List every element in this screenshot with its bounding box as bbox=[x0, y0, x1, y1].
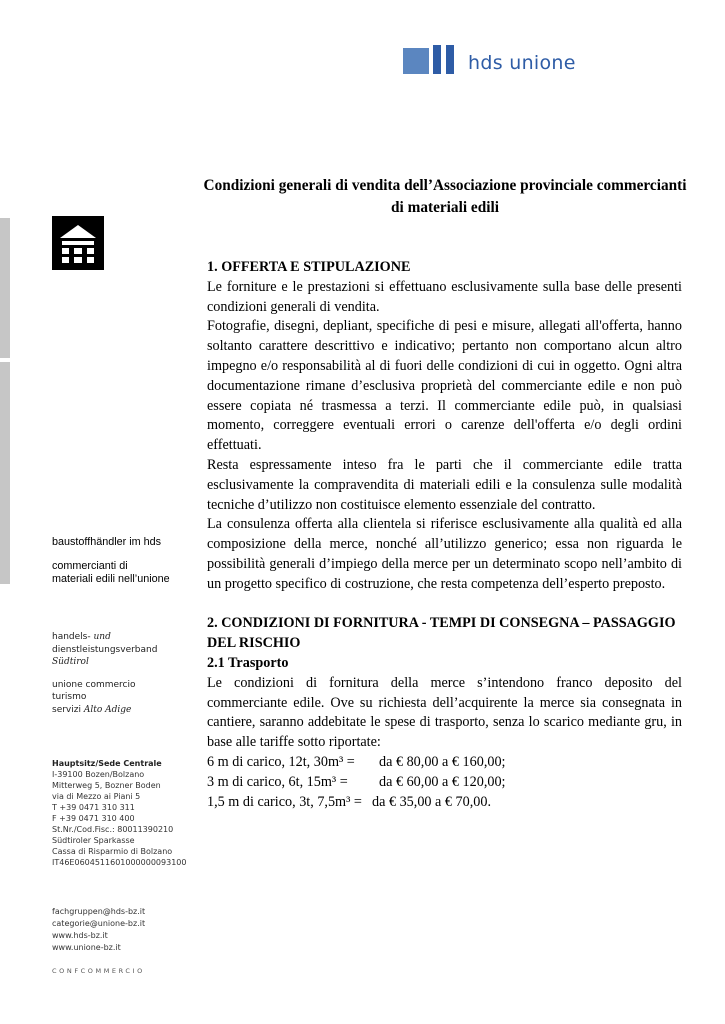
association-name-de: baustoffhändler im hds bbox=[52, 536, 162, 548]
fax-line: F +39 0471 310 400 bbox=[52, 814, 135, 823]
confcommercio-footer: CONFCOMMERCIO bbox=[52, 967, 145, 975]
tariff-row bbox=[207, 793, 682, 813]
org-name-it: unione commercio turismo servizi Alto Adige bbox=[52, 679, 136, 715]
email-link[interactable]: categorie@unione-bz.it bbox=[52, 919, 146, 928]
logo-wordmark: hds unione bbox=[468, 52, 576, 74]
house-icon bbox=[52, 216, 104, 270]
section-2-1-heading: 2.1 Trasporto bbox=[207, 654, 289, 671]
left-edge-bar-bottom bbox=[0, 362, 10, 584]
section-1-heading: 1. OFFERTA E STIPULAZIONE bbox=[207, 259, 411, 275]
website-link[interactable]: www.hds-bz.it bbox=[52, 931, 108, 940]
phone-line: T +39 0471 310 311 bbox=[52, 803, 135, 812]
email-link[interactable]: fachgruppen@hds-bz.it bbox=[52, 907, 146, 916]
document-body bbox=[207, 258, 682, 812]
address-heading: Hauptsitz/Sede Centrale bbox=[52, 759, 162, 768]
tariff-load: 6 m di carico, 12t, 30m³ = bbox=[207, 753, 355, 770]
tax-code-line: St.Nr./Cod.Fisc.: 80011390210 bbox=[52, 825, 174, 834]
tariff-price: da € 60,00 a € 120,00; bbox=[379, 773, 506, 790]
section-1-paragraph: Fotografie, disegni, depliant, specifiche di pesi e misure, allegati all'offerta, hanno soltanto carattere descrittivo e indicativo; pertanto non comportano alcun altro impegno e/o responsabilità al di fuori delle condizioni di cui in oggetto. Ogni altra documentazione rimane d’esclusiva proprietà del commerciante edile e non può essere copiata né trasmessa a terzi. Il commerciante edile può, in qualsiasi momento, correggere eventuali errori o carenze dell'offerta e/o degli ordini effettuati. bbox=[207, 318, 682, 454]
tariff-price: da € 35,00 a € 70,00. bbox=[372, 793, 492, 810]
address-line: Mitterweg 5, Bozner Boden bbox=[52, 781, 161, 790]
logo-bar-mark bbox=[446, 45, 454, 74]
logo-square-mark bbox=[403, 48, 429, 74]
tariff-load: 1,5 m di carico, 3t, 7,5m³ = bbox=[207, 793, 362, 810]
section-1-paragraph: Le forniture e le prestazioni si effettuano esclusivamente sulla base delle presenti condizioni generali di vendita. bbox=[207, 278, 682, 315]
logo-bar-mark bbox=[433, 45, 441, 74]
bank-line: Cassa di Risparmio di Bolzano bbox=[52, 847, 173, 856]
sidebar-address bbox=[52, 758, 186, 868]
bank-line: Südtiroler Sparkasse bbox=[52, 836, 135, 845]
tariff-row bbox=[207, 773, 682, 793]
website-link[interactable]: www.unione-bz.it bbox=[52, 943, 121, 952]
address-line: via di Mezzo ai Piani 5 bbox=[52, 792, 141, 801]
association-name-it: commercianti di materiali edili nell’unione bbox=[52, 559, 170, 585]
document-title: Condizioni generali di vendita dell’Associazione provinciale commercianti di materiali edili bbox=[203, 177, 687, 216]
section-2-paragraph: Le condizioni di fornitura della merce s’intendono franco deposito del commerciante edile. Ove su richiesta dell’acquirente la merce sia consegnata in cantiere, saranno addebitate le spese di trasporto, senza lo scarico mediante gru, in base alle tariffe sotto riportate: bbox=[207, 674, 682, 751]
section-1-paragraph: La consulenza offerta alla clientela si riferisce esclusivamente alla qualità ed alla composizione della merce, nonché all’utilizzo generico; essa non riguarda le possibilità generali d’impiego della merce per un determinato scopo nell’ambito di un progetto specifico di costruzione, che resta competenza dell’esperto preposto. bbox=[207, 516, 682, 592]
address-line: I-39100 Bozen/Bolzano bbox=[52, 770, 145, 779]
section-2-heading: 2. CONDIZIONI DI FORNITURA - TEMPI DI CONSEGNA – PASSAGGIO bbox=[207, 615, 676, 632]
section-2-heading-cont: DEL RISCHIO bbox=[207, 635, 301, 652]
tariff-price: da € 80,00 a € 160,00; bbox=[379, 753, 506, 770]
tariff-row bbox=[207, 753, 682, 773]
sidebar-organization bbox=[52, 631, 157, 726]
sidebar-association bbox=[52, 536, 170, 597]
section-1-paragraph: Resta espressamente inteso fra le parti che il commerciante edile tratta esclusivamente la compravendita di materiali edili e la consulenza sulle modalità tecniche d’utilizzo non costituisce elemento essenziale del contratto. bbox=[207, 456, 682, 513]
org-name-de: handels- und dienstleistungsverband Südtirol bbox=[52, 632, 158, 667]
sidebar-contacts bbox=[52, 906, 145, 954]
left-edge-bar-top bbox=[0, 218, 10, 358]
hds-unione-logo bbox=[403, 42, 576, 74]
tariff-load: 3 m di carico, 6t, 15m³ = bbox=[207, 773, 348, 790]
iban-line: IT46E0604511601000000093100 bbox=[52, 858, 187, 867]
